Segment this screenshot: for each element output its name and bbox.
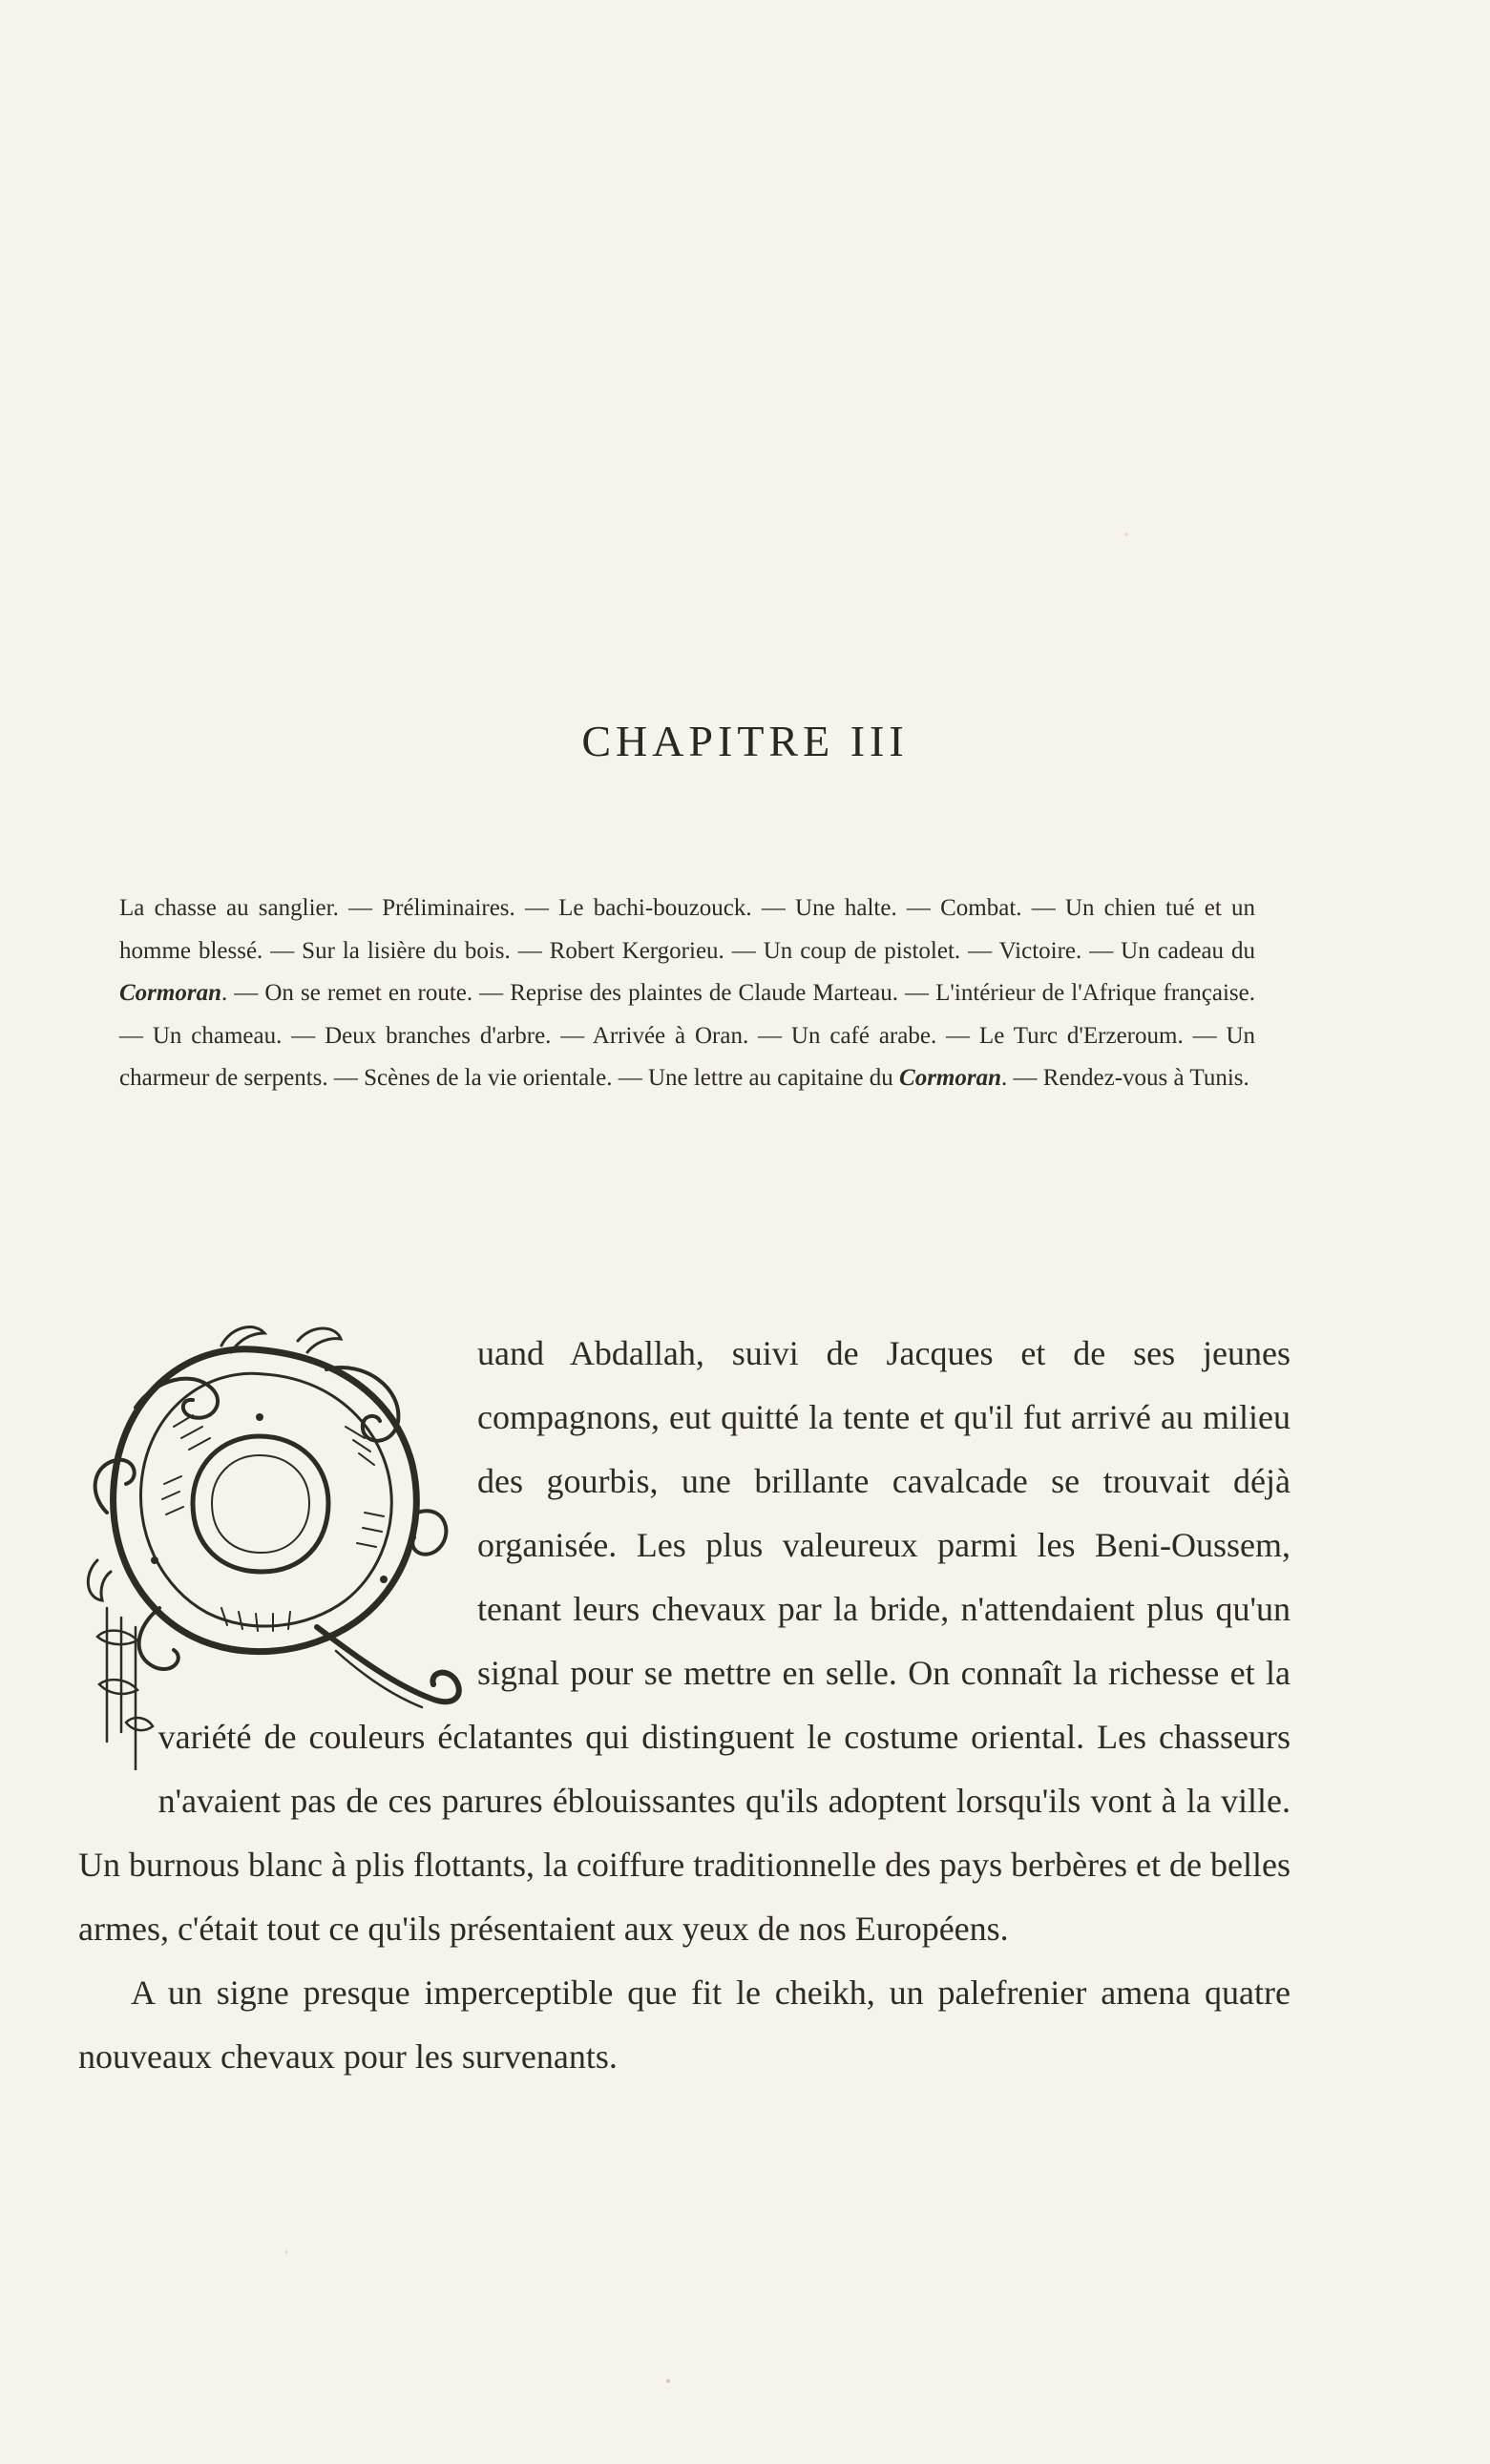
summary-text-2: . — On se remet en route. — Reprise des plaintes de Claude Marteau. — L'intérieur de l'Afrique française. — Un chameau. — Deux branches d'arbre. — Arrivée à Oran. — Un café arabe. — Le Turc d'Erzeroum. — Un charmeur de serpents. — Scènes de la vie orientale. — Une lettre au capitaine du bbox=[119, 980, 1255, 1091]
summary-italic-1: Cormoran bbox=[119, 980, 221, 1006]
paragraph-1 bbox=[78, 1322, 1291, 1961]
summary-italic-2: Cormoran bbox=[899, 1065, 1002, 1091]
summary-text-3: . — Rendez-vous à Tunis. bbox=[1001, 1065, 1249, 1091]
summary-text-1: La chasse au sanglier. — Préliminaires. — Le bachi-bouzouck. — Une halte. — Combat. — Un chien tué et un homme blessé. — Sur la lisière du bois. — Robert Kergorieu. — Un coup de pistolet. — Victoire. — Un cadeau du bbox=[119, 895, 1255, 964]
ornamental-initial-q bbox=[78, 1322, 470, 1770]
chapter-title: CHAPITRE III bbox=[581, 717, 909, 765]
chapter-summary bbox=[119, 887, 1255, 1100]
ornamental-initial-q-drawing bbox=[78, 1322, 470, 1770]
paragraph-2: A un signe presque imperceptible que fit le cheikh, un palefrenier amena quatre nouveaux chevaux pour les survenants. bbox=[78, 1973, 1291, 2076]
body-text bbox=[78, 1322, 1291, 2089]
paragraph-1-text: uand Abdallah, suivi de Jacques et de ses jeunes compagnons, eut quitté la tente et qu'il fut arrivé au milieu des gourbis, une brillante cavalcade se trouvait déjà organisée. Les plus valeureux parmi les Beni-Oussem, tenant leurs chevaux par la bride, n'attendaient plus qu'un signal pour se mettre en selle. On connaît la richesse et la variété de couleurs éclatantes qui distinguent le costume oriental. Les chasseurs n'avaient pas de ces parures éblouissantes qu'ils adoptent lorsqu'ils vont à la ville. Un burnous blanc à plis flottants, la coiffure traditionnelle des pays berbères et de belles armes, c'était tout ce qu'ils présentaient aux yeux de nos Européens. bbox=[78, 1334, 1291, 1948]
